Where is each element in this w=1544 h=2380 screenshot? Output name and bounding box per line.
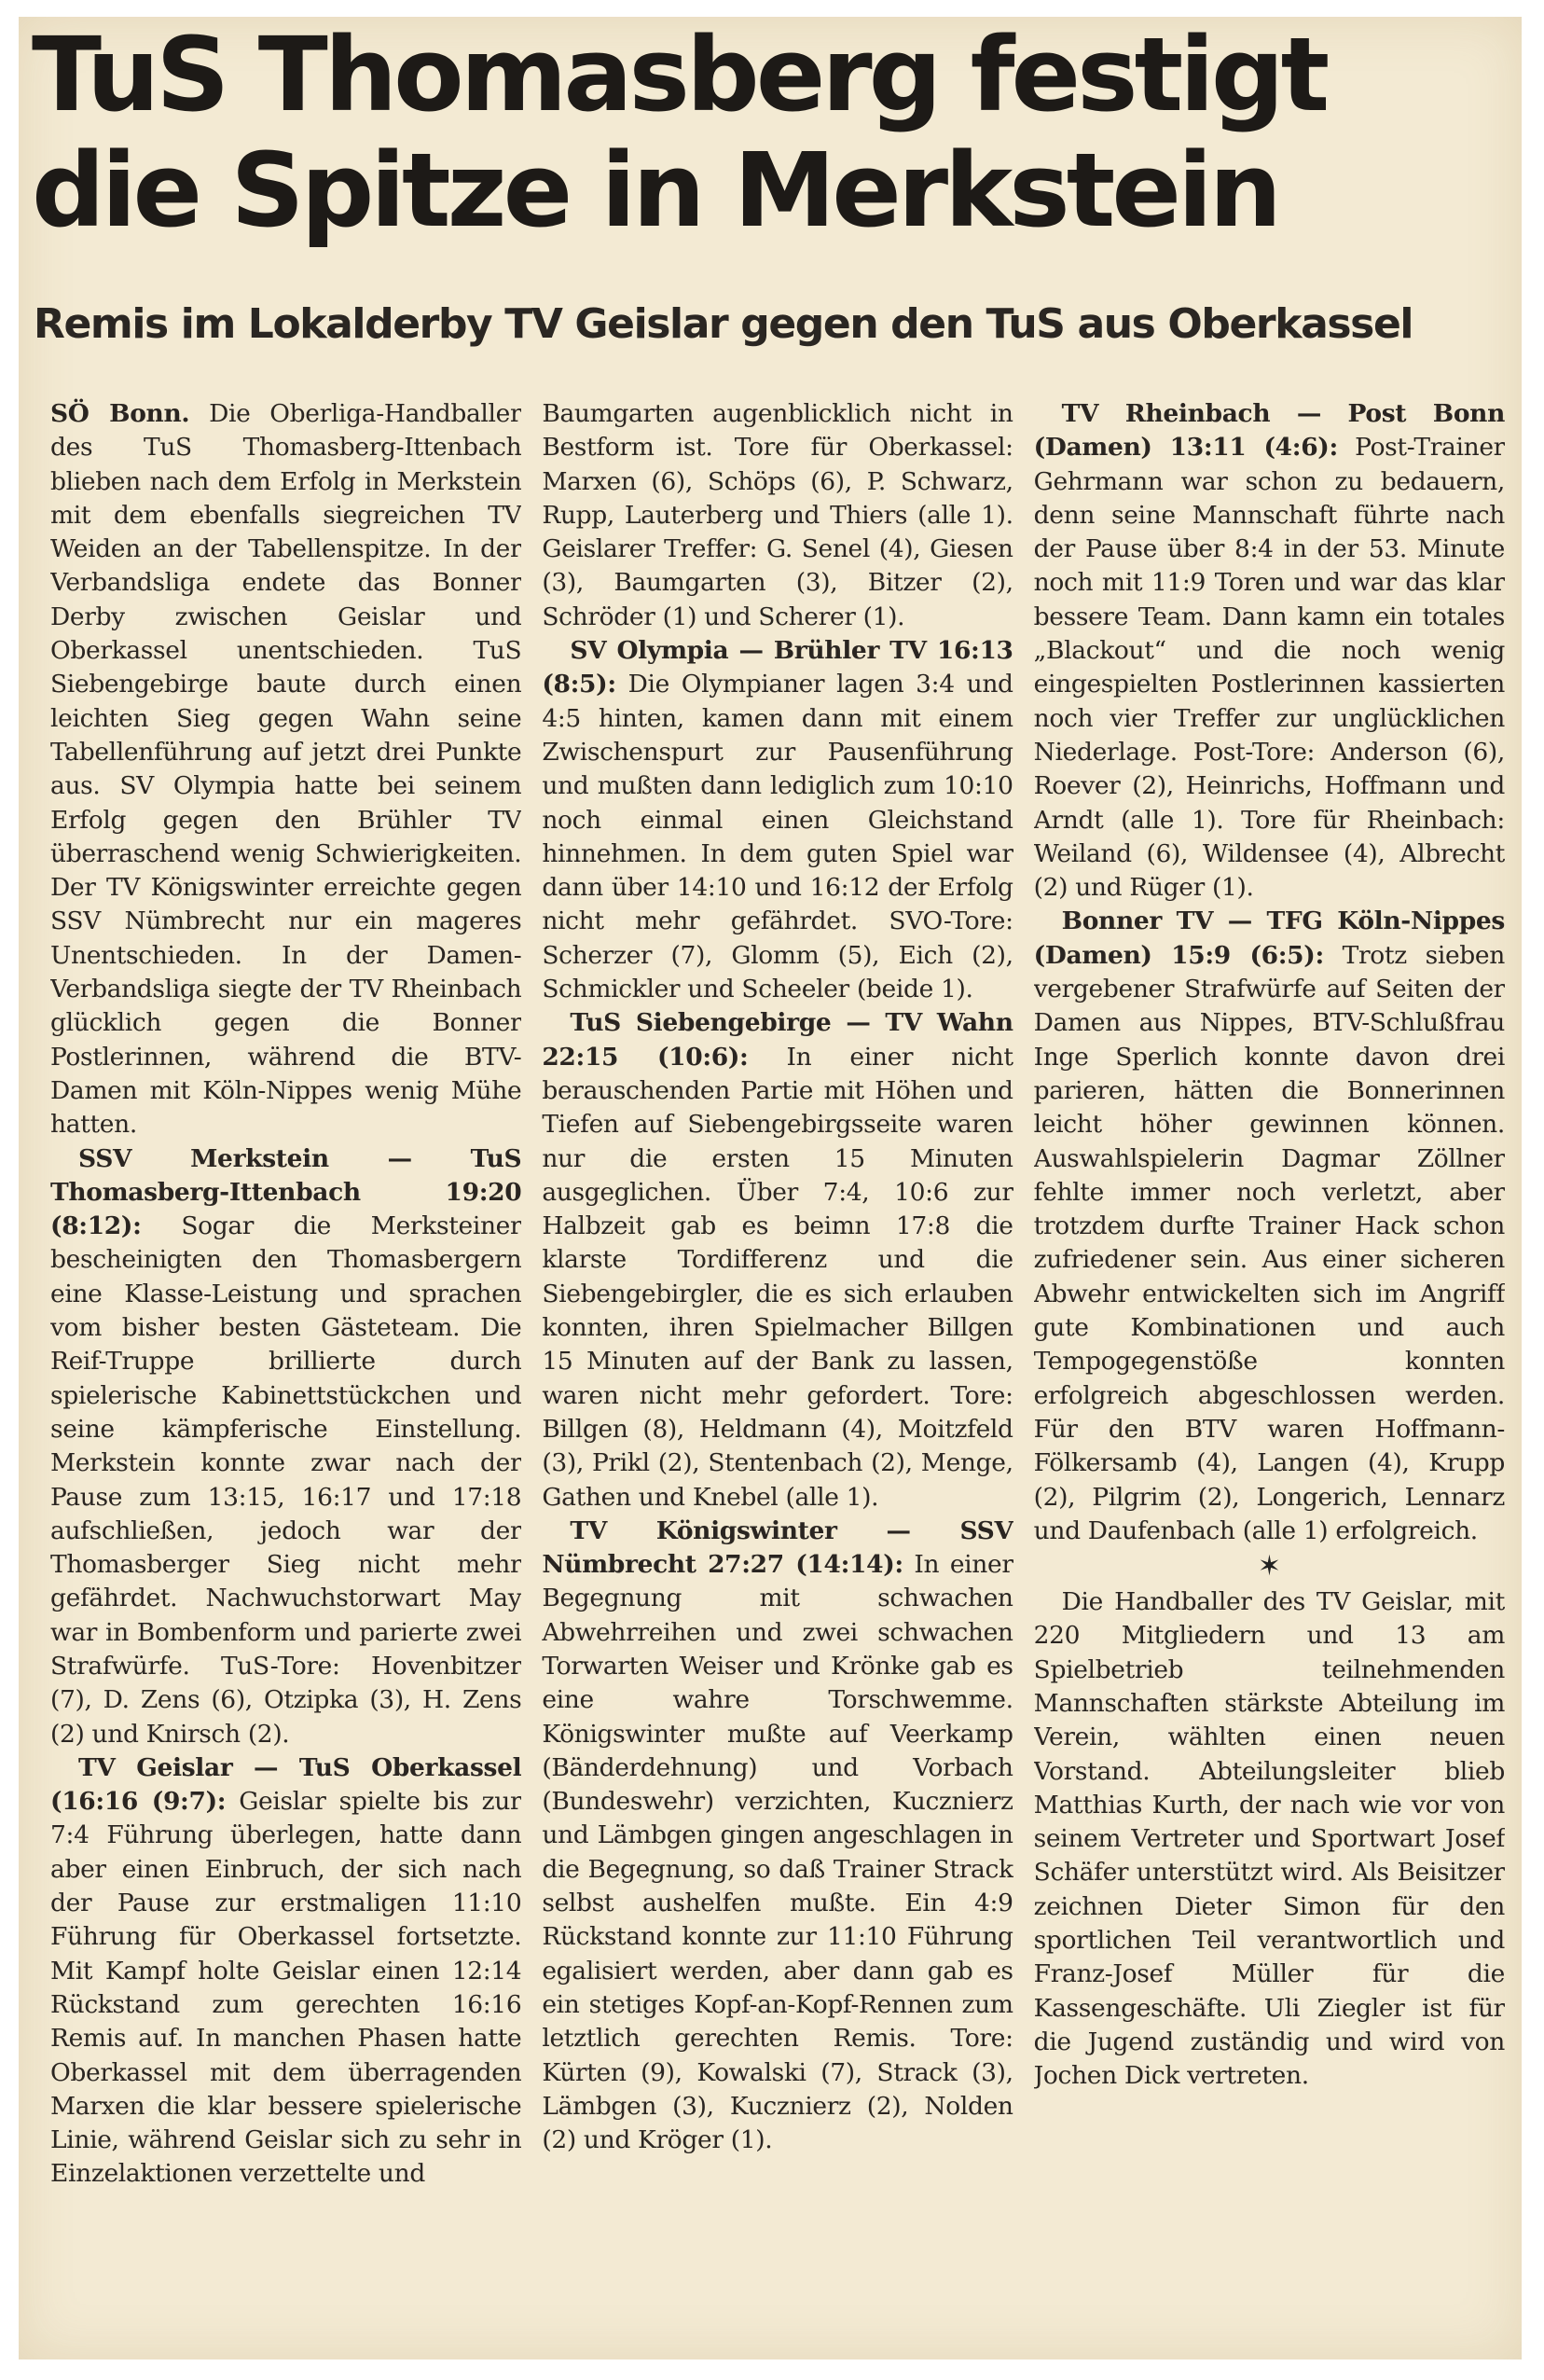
paragraph-text: In einer Begegnung mit schwachen Abwehrreihen und zwei schwachen Torwarten Weiser und Krönke gab es eine wahre Torschwemme. Königswinter mußte auf Veerkamp (Bänderdehnung) und Vorbach (Bundeswehr) verzichten, Kucznierz und Lämbgen gingen angeschlagen in die Begegnung, so daß Trainer Strack selbst aushelfen mußte. Ein 4:9 Rückstand konnte zur 11:10 Führung egalisiert werden, aber dann gab es ein stetiges Kopf-an-Kopf-Rennen zum letztlich gerechten Remis. Tore: Kürten (9), Kowalski (7), Strack (3), Lämbgen (3), Kucznierz (2), Nolden (2) und Kröger (1). xyxy=(542,1550,1013,2155)
column-3 xyxy=(1034,397,1505,2346)
paragraph-text: Die Oberliga-Handballer des TuS Thomasberg-Ittenbach blieben nach dem Erfolg in Merkstein mit dem ebenfalls siegreichen TV Weiden an der Tabellenspitze. In der Verbandsliga endete das Bonner Derby zwischen Geislar und Oberkassel unentschieden. TuS Siebengebirge baute durch einen leichten Sieg gegen Wahn seine Tabellenführung auf jetzt drei Punkte aus. SV Olympia hatte bei seinem Erfolg gegen den Brühler TV überraschend wenig Schwierigkeiten. Der TV Königswinter erreichte gegen SSV Nümbrecht nur ein mageres Unentschieden. In der Damen-Verbandsliga siegte der TV Rheinbach glücklich gegen die Bonner Postlerinnen, während die BTV-Damen mit Köln-Nippes wenig Mühe hatten. xyxy=(50,399,522,1140)
paragraph xyxy=(1034,397,1505,905)
paragraph xyxy=(50,1142,521,1751)
paragraph xyxy=(50,397,521,1142)
paragraph xyxy=(50,1751,521,2192)
section-separator-icon: ✶ xyxy=(1257,1550,1281,1584)
column-1 xyxy=(50,397,521,2346)
headline: TuS Thomasberg festigt die Spitze in Merkstein xyxy=(32,17,1327,250)
match-heading: TV Rheinbach — Post Bonn (Damen) 13:11 (4:6): xyxy=(1033,399,1505,463)
paragraph xyxy=(542,634,1013,1006)
article-columns xyxy=(50,397,1505,2346)
paragraph-text: Baumgarten augenblicklich nicht in Bestform ist. Tore für Oberkassel: Marxen (6), Schöps (6), P. Schwarz, Rupp, Lauterberg und Thiers (alle 1). Geislarer Treffer: G. Senel (4), Giesen (3), Baumgarten (3), Bitzer (2), Schröder (1) und Scherer (1). xyxy=(542,399,1013,631)
paragraph xyxy=(542,397,1013,634)
match-heading: TV Geislar — TuS Oberkassel (16:16 (9:7): xyxy=(50,1752,522,1817)
paragraph-text: Post-Trainer Gehrmann war schon zu bedauern, denn seine Mannschaft führte nach der Pause über 8:4 in der 53. Minute noch mit 11:9 Toren und war das klar bessere Team. Dann kamn ein totales „Blackout“ und die noch wenig eingespielten Postlerinnen kassierten noch vier Treffer zur unglücklichen Niederlage. Post-Tore: Anderson (6), Roever (2), Heinrichs, Hoffmann und Arndt (alle 1). Tore für Rheinbach: Weiland (6), Wildensee (4), Albrecht (2) und Rüger (1). xyxy=(1033,433,1505,903)
paragraph-text: Geislar spielte bis zur 7:4 Führung überlegen, hatte dann aber einen Einbruch, der sich nach der Pause zur erstmaligen 11:10 Führung für Oberkassel fortsetzte. Mit Kampf holte Geislar einen 12:14 Rückstand zum gerechten 16:16 Remis auf. In manchen Phasen hatte Oberkassel mit dem überragenden Marxen die klar bessere spielerische Linie, während Geislar sich zu sehr in Einzelaktionen verzettelte und xyxy=(50,1787,522,2189)
column-2 xyxy=(542,397,1013,2346)
match-heading: Bonner TV — TFG Köln-Nippes (Damen) 15:9 (6:5): xyxy=(1033,906,1505,970)
paragraph-text: Die Olympianer lagen 3:4 und 4:5 hinten, kamen dann mit einem Zwischenspurt zur Pausenführung und mußten dann lediglich zum 10:10 noch einmal einen Gleichstand hinnehmen. In dem guten Spiel war dann über 14:10 und 16:12 der Erfolg nicht mehr gefährdet. SVO-Tore: Scherzer (7), Glomm (5), Eich (2), Schmickler und Scheeler (beide 1). xyxy=(542,670,1013,1004)
paragraph xyxy=(542,1006,1013,1514)
paragraph xyxy=(1034,1585,1505,2093)
newspaper-clipping xyxy=(19,17,1522,2359)
paragraph-text: Trotz sieben vergebener Strafwürfe auf Seiten der Damen aus Nippes, BTV-Schlußfrau Inge Sperlich konnte davon drei parieren, hätten die Bonnerinnen leicht höher gewinnen können. Auswahlspielerin Dagmar Zöllner fehlte immer noch verletzt, aber trotzdem durfte Trainer Hack schon zufriedener sein. Aus einer sicheren Abwehr entwickelten sich im Angriff gute Kombinationen und auch Tempogegenstöße konnten erfolgreich abgeschlossen werden. Für den BTV waren Hoffmann-Fölkersamb (4), Langen (4), Krupp (2), Pilgrim (2), Longerich, Lennarz und Daufenbach (alle 1) erfolgreich. xyxy=(1033,940,1505,1545)
match-heading: SV Olympia — Brühler TV 16:13 (8:5): xyxy=(542,636,1013,699)
paragraph-text: Sogar die Merksteiner bescheinigten den Thomasbergern eine Klasse-Leistung und sprachen vom bisher besten Gästeteam. Die Reif-Truppe brillierte durch spielerische Kabinettstückchen und seine kämpferische Einstellung. Merkstein konnte zwar nach der Pause zum 13:15, 16:17 und 17:18 aufschließen, jedoch war der Thomasberger Sieg nicht mehr gefährdet. Nachwuchstorwart May war in Bombenform und parierte zwei Strafwürfe. TuS-Tore: Hovenbitzer (7), D. Zens (6), Otzipka (3), H. Zens (2) und Knirsch (2). xyxy=(50,1211,522,1749)
paragraph-text: In einer nicht berauschenden Partie mit Höhen und Tiefen auf Siebengebirgsseite waren nur die ersten 15 Minuten ausgeglichen. Über 7:4, 10:6 zur Halbzeit gab es beimn 17:8 die klarste Tordifferenz und die Siebengebirgler, die es sich erlauben konnten, ihren Spielmacher Billgen 15 Minuten auf der Bank zu lassen, waren nicht mehr gefordert. Tore: Billgen (8), Heldmann (4), Moitzfeld (3), Prikl (2), Stentenbach (2), Menge, Gathen und Knebel (alle 1). xyxy=(542,1042,1013,1512)
dateline: SÖ Bonn. xyxy=(50,399,190,428)
match-heading: SSV Merkstein — TuS Thomasberg-Ittenbach 19:20 (8:12): xyxy=(50,1143,522,1241)
match-heading: TV Königswinter — SSV Nümbrecht 27:27 (14:14): xyxy=(542,1515,1013,1580)
paragraph-text: Die Handballer des TV Geislar, mit 220 Mitgliedern und 13 am Spielbetrieb teilnehmenden Mannschaften stärkste Abteilung im Verein, wählten einen neuen Vorstand. Abteilungsleiter blieb Matthias Kurth, der nach wie vor von seinem Vertreter und Sportwart Josef Schäfer unterstützt wird. Als Beisitzer zeichnen Dieter Simon für den sportlichen Teil verantwortlich und Franz-Josef Müller für die Kassengeschäfte. Uli Ziegler ist für die Jugend zuständig und wird von Jochen Dick vertreten. xyxy=(1033,1587,1505,2091)
match-heading: TuS Siebengebirge — TV Wahn 22:15 (10:6): xyxy=(542,1008,1013,1072)
subheadline: Remis im Lokalderby TV Geislar gegen den TuS aus Oberkassel xyxy=(34,300,1413,348)
paragraph xyxy=(542,1515,1013,2158)
paragraph xyxy=(1034,905,1505,1548)
